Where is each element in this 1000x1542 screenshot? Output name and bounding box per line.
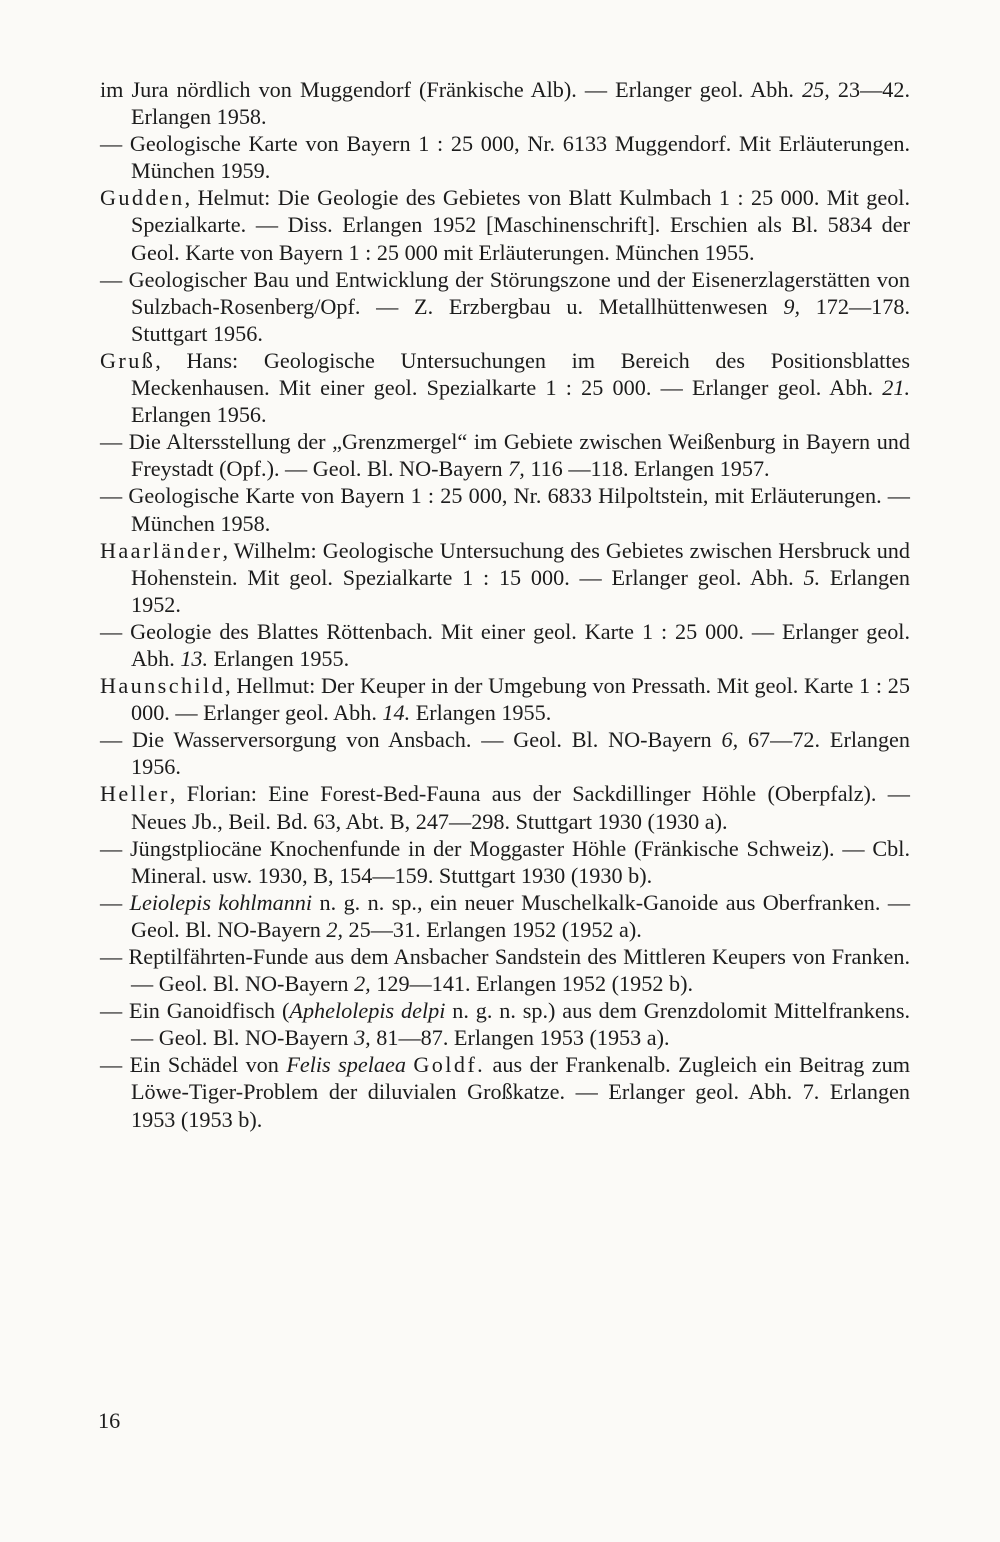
italic-text: 6, — [721, 727, 739, 753]
entry-text: n. g. n. sp., ein neuer Muschelkalk-Ganoide aus Oberfranken. — Geol. Bl. NO-Bayern — [131, 889, 911, 942]
italic-text: Aphelolepis delpi — [289, 998, 446, 1024]
italic-text: Leiolepis kohlmanni — [129, 889, 313, 915]
bibliography-entry — [100, 835, 910, 889]
entry-text: — Geologische Karte von Bayern 1 : 25 000, Nr. 6133 Muggendorf. Mit Erläuterungen. München 1959. — [100, 131, 910, 184]
entry-text: 172—178. Stuttgart 1956. — [131, 293, 910, 346]
bibliography-entry — [100, 130, 910, 184]
bibliography-entry — [100, 1051, 910, 1132]
author-name: Haarländer — [100, 537, 223, 563]
author-name: Haunschild — [100, 673, 226, 699]
italic-text: 9, — [783, 293, 800, 319]
entry-text: — Geologische Karte von Bayern 1 : 25 000, Nr. 6833 Hilpoltstein, mit Erläuterungen. — München 1958. — [100, 483, 910, 536]
italic-text: 2, — [354, 971, 371, 997]
entry-text: , Hans: Geologische Untersuchungen im Bereich des Positionsblattes Meckenhausen. Mit einer geol. Spezialkarte 1 : 25 000. — Erlanger geol. Abh. — [131, 347, 910, 401]
entry-text: — Geologie des Blattes Röttenbach. Mit einer geol. Karte 1 : 25 000. — Erlanger geol. Abh. — [100, 618, 910, 671]
entry-text: , Hellmut: Der Keuper in der Umgebung von Pressath. Mit geol. Karte 1 : 25 000. — Erlanger geol. Abh. — [131, 673, 910, 726]
bibliography-entry — [100, 76, 910, 130]
bibliography-entry — [100, 537, 910, 618]
entry-text: — Ein Ganoidfisch ( — [100, 998, 290, 1024]
italic-text: 2, — [326, 916, 343, 942]
entry-text: Erlangen 1955. — [208, 645, 350, 671]
entry-text: — Jüngstpliocäne Knochenfunde in der Moggaster Höhle (Fränkische Schweiz). — Cbl. Mineral. usw. 1930, B, 154—159. Stuttgart 1930 (1930 b). — [100, 835, 910, 888]
bibliography-entry — [100, 482, 910, 536]
entry-text: Erlangen 1955. — [410, 700, 552, 726]
entry-text: 81—87. Erlangen 1953 (1953 a). — [370, 1025, 670, 1051]
entry-text: 129—141. Erlangen 1952 (1952 b). — [370, 971, 694, 997]
bibliography-entry — [100, 943, 910, 997]
entry-text: Erlangen 1956. — [131, 402, 267, 428]
bibliography-entry — [100, 184, 910, 265]
italic-text: Felis spelaea — [286, 1052, 406, 1078]
entry-text: , Florian: Eine Forest-Bed-Fauna aus der Sackdillinger Höhle (Oberpfalz). — Neues Jb., Beil. Bd. 63, Abt. B, 247—298. Stuttgart 1930 (1930 a). — [131, 781, 910, 834]
entry-text: im Jura nördlich von Muggendorf (Fränkische Alb). — Erlanger geol. Abh. — [100, 77, 803, 102]
bibliography-entry — [100, 428, 910, 482]
italic-text: 13. — [180, 645, 209, 671]
author-name: Goldf. — [413, 1052, 486, 1078]
italic-text: 5. — [803, 564, 821, 590]
entry-text: n. g. n. sp.) aus dem Grenzdolomit Mittelfrankens. — Geol. Bl. NO-Bayern — [131, 998, 910, 1051]
entry-text: — Die Altersstellung der „Grenzmergel“ im Gebiete zwischen Weißenburg in Bayern und Freystadt (Opf.). — Geol. Bl. NO-Bayern — [100, 429, 910, 482]
italic-text: 14. — [382, 700, 411, 726]
bibliography-entry — [100, 347, 910, 428]
bibliography-entry — [100, 997, 910, 1051]
bibliography-entry — [100, 780, 910, 834]
entry-text: aus der Frankenalb. Zugleich ein Beitrag zum Löwe-Tiger-Problem der diluvialen Großkatze. — Erlanger geol. Abh. 7. Erlangen 1953 (1953 b). — [131, 1052, 910, 1132]
page-number: 16 — [98, 1408, 121, 1433]
entry-text: 25—31. Erlangen 1952 (1952 a). — [342, 916, 642, 942]
bibliography-entry — [100, 266, 910, 347]
bibliography-entry — [100, 889, 910, 943]
bibliography-entry — [100, 726, 910, 780]
entry-text: 67—72. Erlangen 1956. — [131, 727, 910, 780]
italic-text: 3, — [354, 1025, 371, 1051]
author-name: Gudden — [100, 185, 185, 211]
bibliography-list — [100, 76, 910, 1133]
author-name: Heller — [100, 781, 170, 807]
italic-text: 7, — [508, 456, 525, 482]
italic-text: 25, — [802, 77, 830, 102]
entry-text: — Geologischer Bau und Entwicklung der Störungszone und der Eisenerzlagerstätten von Sulzbach-Rosenberg/Opf. — Z. Erzbergbau u. Metallhüttenwesen — [100, 266, 910, 319]
entry-text: , Helmut: Die Geologie des Gebietes von Blatt Kulmbach 1 : 25 000. Mit geol. Spezialkarte. — Diss. Erlangen 1952 [Maschinenschrift]. Erschien als Bl. 5834 der Geol. Karte von Bayern 1 : 25 000 mit Erläuterungen. München 1955. — [131, 185, 910, 265]
entry-text: — — [100, 889, 130, 915]
bibliography-entry — [100, 672, 910, 726]
bibliography-entry — [100, 618, 910, 672]
entry-text: Erlangen 1952. — [131, 564, 910, 617]
author-name: Gruß — [100, 347, 156, 373]
entry-text: — Ein Schädel von — [100, 1052, 287, 1078]
entry-text: 23—42. Erlangen 1958. — [131, 77, 910, 130]
italic-text: 21. — [882, 375, 910, 401]
entry-text: 116 —118. Erlangen 1957. — [524, 456, 770, 482]
entry-text: — Reptilfährten-Funde aus dem Ansbacher Sandstein des Mittleren Keupers von Franken. — Geol. Bl. NO-Bayern — [100, 944, 910, 997]
entry-text: , Wilhelm: Geologische Untersuchung des Gebietes zwischen Hersbruck und Hohenstein. Mit geol. Spezialkarte 1 : 15 000. — Erlanger geol. Abh. — [131, 537, 910, 590]
entry-text: — Die Wasserversorgung von Ansbach. — Geol. Bl. NO-Bayern — [100, 727, 722, 753]
